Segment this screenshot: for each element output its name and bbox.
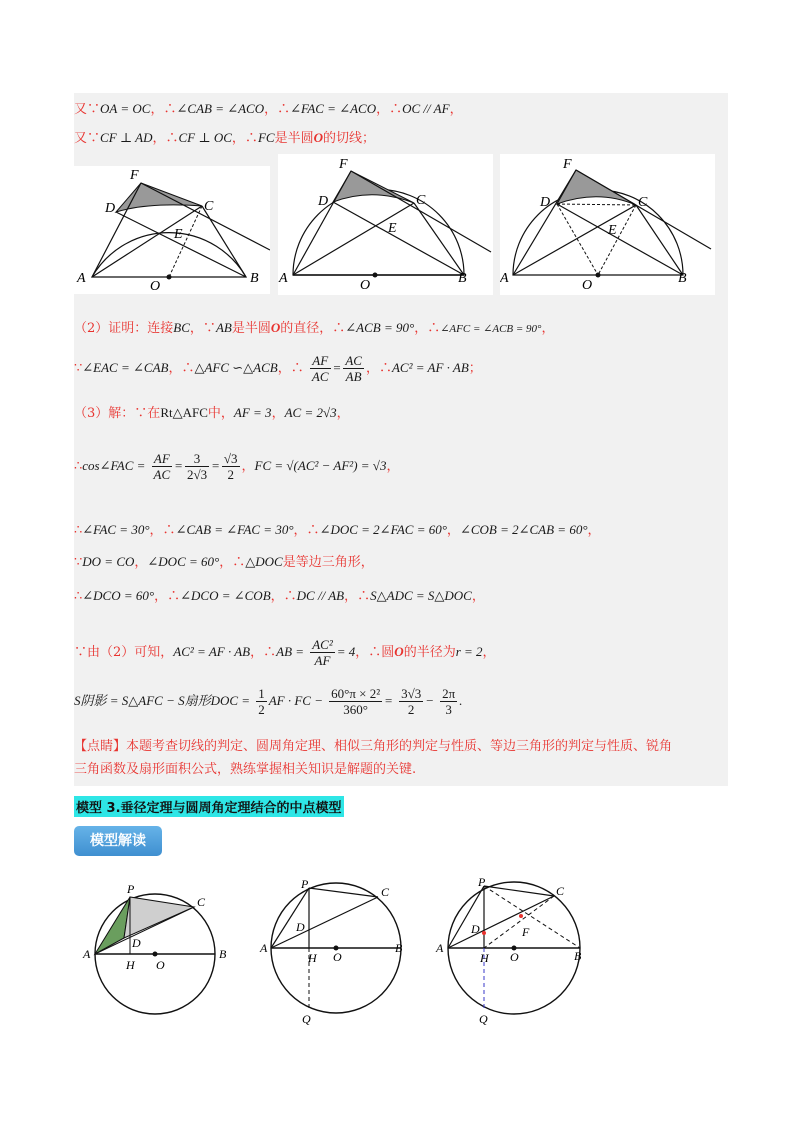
fraction: [310, 637, 335, 668]
therefore-symbol: ∴: [232, 555, 246, 570]
model-title: 模型 3.垂径定理与圆周角定理结合的中点模型: [74, 796, 344, 817]
label-a: A: [77, 271, 86, 286]
label-o: O: [582, 278, 593, 293]
expr: ∠FAC = 30°: [82, 522, 150, 537]
expr: ∠FAC = ∠ACO: [290, 101, 377, 116]
comma: ，: [541, 321, 555, 336]
label-d: D: [318, 194, 329, 209]
label-f: F: [130, 168, 139, 183]
label-c: C: [638, 195, 648, 210]
expr: ∠DOC = 2∠FAC = 60°: [319, 522, 447, 537]
label-o: O: [333, 950, 342, 964]
because-symbol: ∵: [87, 102, 101, 117]
expr: O: [313, 130, 323, 145]
label-p: P: [478, 878, 486, 889]
label-e: E: [388, 221, 397, 236]
because-symbol: ∵: [134, 406, 148, 421]
numerator: √3: [223, 451, 238, 466]
segment-ac: [92, 206, 202, 277]
comma: ，: [154, 589, 168, 604]
comma: ，: [587, 523, 601, 538]
comma: ，: [134, 555, 148, 570]
expr: ∠DCO = ∠COB: [180, 588, 271, 603]
therefore-symbol: ∴: [283, 589, 297, 604]
shaded-region: [557, 170, 636, 205]
therefore-symbol: ∴: [378, 361, 392, 376]
label-c: C: [204, 199, 214, 214]
therefore-symbol: ∴: [74, 589, 83, 604]
expr: O: [394, 644, 404, 659]
text: 又: [74, 102, 88, 117]
expr: ∠CAB = ∠ACO: [176, 101, 265, 116]
therefore-symbol: ∴: [306, 523, 320, 538]
numerator: 60°π × 2²: [331, 686, 381, 701]
label-f: F: [563, 157, 572, 172]
shaded-region: [333, 171, 414, 203]
segment-dc: [557, 204, 636, 205]
because-symbol: ∵: [87, 131, 101, 146]
label-o: O: [510, 950, 519, 964]
expr: CF ⊥ OC: [178, 130, 232, 145]
label-h: H: [480, 951, 489, 965]
label-d: D: [296, 920, 305, 934]
label-c: C: [416, 193, 426, 208]
expr: DO = CO: [82, 554, 135, 569]
label-p: P: [127, 882, 135, 896]
text: 在: [147, 406, 161, 421]
fraction: [343, 353, 364, 384]
label-o: O: [150, 279, 161, 294]
chord-ac: [448, 896, 554, 948]
therefore-symbol: ∴: [368, 645, 382, 660]
expr: AC = 2√3: [284, 405, 337, 420]
label-h: H: [308, 951, 317, 965]
solution-line-3: [74, 317, 554, 336]
expr: O: [270, 320, 281, 335]
segment-af: [293, 171, 351, 275]
because-symbol: ∵: [74, 645, 88, 660]
therefore-symbol: ∴: [357, 589, 371, 604]
model-figure-1: [82, 880, 232, 1018]
label-e: E: [608, 223, 617, 238]
therefore-symbol: ∴: [163, 102, 177, 117]
label-q: Q: [479, 1012, 488, 1026]
label-b: B: [678, 271, 687, 286]
label-b: B: [574, 949, 582, 963]
denominator: 2√3: [186, 467, 208, 482]
therefore-symbol: ∴: [162, 523, 176, 538]
numerator: 1: [258, 686, 265, 701]
comma: ，: [336, 406, 350, 421]
because-symbol: ∵: [74, 361, 83, 376]
expr: ∠DOC = 60°: [147, 554, 220, 569]
numerator: 2π: [442, 686, 456, 701]
expr: CF ⊥ AD: [100, 130, 153, 145]
expr: AB: [215, 320, 232, 335]
expr: AB =: [276, 644, 305, 659]
comma: ，: [264, 102, 278, 117]
numerator: AC: [345, 353, 362, 368]
segment-db: [333, 202, 464, 275]
denominator: 2: [227, 467, 234, 482]
label-b: B: [250, 271, 259, 286]
denominator: 360°: [343, 702, 368, 717]
comma: ，: [250, 645, 264, 660]
comma: ，: [150, 102, 164, 117]
expr: FC = √(AC² − AF²) = √3: [254, 458, 387, 473]
model-interpretation-badge: 模型解读: [74, 826, 162, 856]
fraction: [185, 451, 209, 482]
label-h: H: [126, 958, 135, 972]
label-a: A: [436, 941, 444, 955]
text: 的切线；: [322, 131, 375, 146]
gray-triangle: [124, 897, 194, 938]
expr: Rt△AFC: [160, 405, 208, 420]
therefore-symbol: ∴: [165, 131, 179, 146]
label-a: A: [279, 271, 288, 286]
therefore-symbol: ∴: [332, 321, 346, 336]
denominator: 2: [407, 702, 415, 717]
comma: ，: [386, 459, 400, 474]
comma: ，: [271, 406, 285, 421]
comma: ，: [149, 523, 163, 538]
comma: ，: [270, 589, 284, 604]
denominator: 2: [258, 702, 265, 717]
equals: =: [332, 360, 342, 375]
fraction: [310, 353, 331, 384]
expr: ∠AFC = ∠ACB = 90°: [440, 323, 542, 335]
fraction: [440, 686, 457, 717]
segment-ac: [513, 205, 636, 275]
comma: ，: [241, 459, 255, 474]
segment-af: [513, 170, 576, 275]
solution-line-6: [74, 451, 399, 482]
solution-line-8: [74, 551, 374, 570]
comma: ，: [219, 555, 233, 570]
note-paragraph: 三角函数及扇形面积公式，熟练掌握相关知识是解题的关键.: [74, 762, 417, 777]
text: 又: [74, 131, 88, 146]
comma: ，: [376, 102, 390, 117]
numerator: 3√3: [401, 686, 422, 701]
minus: −: [425, 693, 434, 708]
solution-line-1: [74, 98, 463, 117]
therefore-symbol: ∴: [277, 102, 291, 117]
therefore-symbol: ∴: [74, 523, 83, 538]
comma: ，: [189, 321, 203, 336]
expr: BC: [173, 320, 190, 335]
segment-do: [557, 204, 598, 275]
comma: ，: [152, 131, 166, 146]
chord-pb: [484, 886, 580, 948]
comma: ，: [277, 361, 291, 376]
comma: ，: [344, 589, 358, 604]
figure-3: [500, 154, 715, 295]
expr: AC² = AF · AB: [391, 360, 469, 375]
label-c: C: [197, 895, 206, 909]
comma: ，: [414, 321, 428, 336]
because-symbol: ∵: [202, 321, 216, 336]
denominator: AC: [153, 467, 171, 482]
text: 是等边三角形，: [282, 555, 374, 570]
comma: ，: [471, 589, 485, 604]
comma: ，: [168, 361, 182, 376]
chord-ch: [484, 896, 554, 948]
expr: r = 2: [455, 644, 483, 659]
comma: ，: [293, 523, 307, 538]
solution-line-9: [74, 585, 485, 604]
therefore-symbol: ∴: [74, 459, 83, 474]
label-a: A: [260, 941, 268, 955]
therefore-symbol: ∴: [389, 102, 403, 117]
label-p: P: [301, 878, 309, 891]
solution-line-10: [74, 637, 496, 668]
therefore-symbol: ∴: [290, 361, 304, 376]
comma: ，: [482, 645, 496, 660]
solution-line-5: [74, 402, 350, 421]
expr: ∠COB = 2∠CAB = 60°: [459, 522, 588, 537]
expr: = 4: [336, 644, 356, 659]
text: 是半圆: [274, 131, 314, 146]
therefore-symbol: ∴: [167, 589, 181, 604]
solution-line-11: [74, 686, 462, 717]
segment-af: [92, 183, 141, 277]
center-point: [153, 952, 158, 957]
label-a: A: [500, 271, 509, 286]
comma: ，: [231, 131, 245, 146]
therefore-symbol: ∴: [263, 645, 277, 660]
text: 中，: [207, 406, 234, 421]
denominator: 3: [445, 702, 452, 717]
expr: △DOC: [245, 554, 283, 569]
expr: ∠CAB = ∠FAC = 30°: [175, 522, 294, 537]
center-point: [596, 273, 601, 278]
fraction: [222, 451, 240, 482]
midpoint-f: [519, 914, 523, 918]
tangent-line: [351, 171, 491, 252]
center-point: [373, 273, 378, 278]
label-f: F: [522, 925, 530, 939]
label-d: D: [132, 936, 141, 950]
text: （2）证明：连接: [74, 321, 174, 336]
expr: ∠DCO = 60°: [82, 588, 155, 603]
label-d: D: [105, 201, 116, 216]
expr: ∠EAC = ∠CAB: [82, 360, 169, 375]
label-d: D: [471, 922, 480, 936]
figure-2: [278, 154, 493, 295]
equals: =: [174, 458, 183, 473]
text: 是半圆: [231, 321, 271, 336]
label-f: F: [339, 157, 348, 172]
text: （3）解：: [74, 406, 135, 421]
numerator: AF: [152, 451, 173, 467]
expr: OA = OC: [100, 101, 151, 116]
solution-line-7: [74, 519, 601, 538]
expr: OC // AF: [402, 101, 450, 116]
expr: AC² = AF · AB: [173, 644, 251, 659]
text: 的直径，: [280, 321, 333, 336]
label-d: D: [540, 195, 551, 210]
expr: S阴影 = S△AFC − S扇形DOC =: [74, 693, 251, 708]
expr: cos∠FAC =: [82, 458, 146, 473]
label-c: C: [556, 884, 565, 898]
label-b: B: [219, 947, 227, 961]
comma: ，: [446, 523, 460, 538]
comma: ，: [355, 645, 369, 660]
expr: S△ADC = S△DOC: [370, 588, 472, 603]
fraction: [399, 686, 423, 717]
comma: ，: [365, 361, 379, 376]
therefore-symbol: ∴: [181, 361, 195, 376]
text: 由（2）可知，: [87, 645, 174, 660]
fraction: [329, 686, 382, 717]
denominator: AC: [311, 369, 329, 384]
label-c: C: [381, 885, 390, 899]
chord-pc: [309, 888, 378, 897]
center-point: [167, 275, 172, 280]
comma: ，: [449, 102, 463, 117]
model-figure-2: [258, 878, 408, 1028]
expr: △AFC ∽△ACB: [194, 360, 278, 375]
numerator: AF: [310, 353, 331, 369]
midpoint-d: [482, 931, 486, 935]
denominator: AF: [314, 653, 331, 668]
chord-pc: [484, 886, 554, 896]
note-paragraph: 【点睛】本题考查切线的判定、圆周角定理、相似三角形的判定与性质、等边三角形的判定与性质、锐角: [74, 739, 673, 754]
text: 的半径为: [403, 645, 456, 660]
period: .: [459, 693, 463, 708]
therefore-symbol: ∴: [427, 321, 441, 336]
label-q: Q: [302, 1012, 311, 1026]
semicolon: ；: [468, 361, 482, 376]
equals: =: [211, 458, 220, 473]
expr: FC: [257, 130, 275, 145]
equals: =: [384, 693, 393, 708]
because-symbol: ∵: [74, 555, 83, 570]
key-point-note: [74, 735, 728, 781]
label-b: B: [395, 941, 403, 955]
numerator: 3: [185, 451, 209, 467]
expr: ∠ACB = 90°: [345, 320, 415, 335]
figure-1: [74, 166, 270, 294]
therefore-symbol: ∴: [244, 131, 258, 146]
numerator: AC²: [312, 637, 333, 652]
expr: DC // AB: [296, 588, 345, 603]
denominator: AB: [345, 369, 362, 384]
label-o: O: [156, 958, 165, 972]
label-e: E: [174, 227, 183, 242]
label-b: B: [458, 271, 467, 286]
fraction: [256, 686, 267, 717]
expr: AF · FC −: [268, 693, 323, 708]
expr: AF = 3: [233, 405, 272, 420]
solution-line-4: [74, 353, 482, 384]
solution-line-2: [74, 127, 375, 146]
label-o: O: [360, 278, 371, 293]
model-figure-3: [434, 878, 589, 1028]
text: 圆: [381, 645, 395, 660]
label-a: A: [83, 947, 91, 961]
fraction: [152, 451, 173, 482]
